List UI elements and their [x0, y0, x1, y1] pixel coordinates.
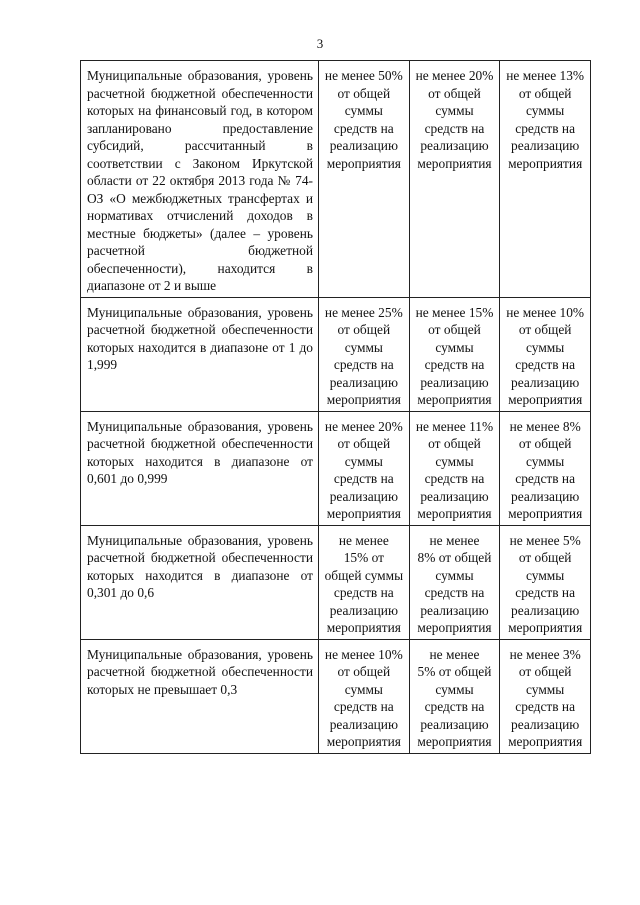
row-description-cell — [81, 639, 319, 753]
share-value: не менее 11% от общей суммы средств на реализацию мероприятия — [415, 418, 494, 521]
share-value: не менее 3% от общей суммы средств на реализацию мероприятия — [508, 646, 583, 749]
share-cell — [409, 525, 500, 639]
share-cell — [319, 61, 410, 298]
row-description-cell — [81, 525, 319, 639]
share-value: не менее 25% от общей суммы средств на реализацию мероприятия — [324, 304, 403, 407]
row-description-cell — [81, 411, 319, 525]
share-cell — [409, 639, 500, 753]
subsidy-table — [80, 60, 591, 754]
table-row — [81, 411, 591, 525]
share-cell — [319, 411, 410, 525]
share-cell — [500, 639, 591, 753]
table-row — [81, 297, 591, 411]
share-cell — [409, 411, 500, 525]
share-cell — [319, 525, 410, 639]
share-value: не менее 5% от общей суммы средств на реализацию мероприятия — [508, 532, 583, 635]
row-description-cell — [81, 297, 319, 411]
row-description: Муниципальные образования, уровень расчетной бюджетной обеспеченности которых не превышает 0,3 — [87, 646, 313, 697]
share-value: не менее 5% от общей суммы средств на реализацию мероприятия — [417, 646, 492, 749]
page-number: 3 — [316, 36, 324, 51]
table-row — [81, 639, 591, 753]
share-cell — [500, 525, 591, 639]
row-description: Муниципальные образования, уровень расчетной бюджетной обеспеченности которых находится в диапазоне от 1 до 1,999 — [87, 304, 313, 372]
row-description-cell — [81, 61, 319, 298]
share-value: не менее 15% от общей суммы средств на реализацию мероприятия — [415, 304, 494, 407]
share-cell — [500, 61, 591, 298]
row-description: Муниципальные образования, уровень расчетной бюджетной обеспеченности которых на финансовый год, в котором запланировано предоставление субсидий, рассчитанный в соответствии с Законом Иркутской области от 22 октября 2013 года № 74-ОЗ «О межбюджетных трансфертах и нормативах отчислений доходов в местные бюджеты» (далее – уровень расчетной бюджетной обеспеченности), находится в диапазоне от 2 и выше — [87, 68, 313, 293]
share-value: не менее 10% от общей суммы средств на реализацию мероприятия — [506, 304, 585, 407]
share-value: не менее 20% от общей суммы средств на реализацию мероприятия — [324, 418, 403, 521]
share-value: не менее 13% от общей суммы средств на реализацию мероприятия — [506, 68, 585, 171]
share-value: не менее 10% от общей суммы средств на реализацию мероприятия — [324, 646, 403, 749]
share-value: не менее 20% от общей суммы средств на реализацию мероприятия — [415, 68, 494, 171]
share-value: не менее 50% от общей суммы средств на реализацию мероприятия — [324, 68, 403, 171]
row-description: Муниципальные образования, уровень расчетной бюджетной обеспеченности которых находится в диапазоне от 0,601 до 0,999 — [87, 418, 313, 486]
share-cell — [500, 411, 591, 525]
share-cell — [409, 297, 500, 411]
share-value: не менее 8% от общей суммы средств на реализацию мероприятия — [417, 532, 492, 635]
table-row — [81, 61, 591, 298]
share-cell — [500, 297, 591, 411]
table-row — [81, 525, 591, 639]
share-cell — [319, 639, 410, 753]
share-value: не менее 15% от общей суммы средств на реализацию мероприятия — [324, 532, 404, 635]
share-value: не менее 8% от общей суммы средств на реализацию мероприятия — [508, 418, 583, 521]
row-description: Муниципальные образования, уровень расчетной бюджетной обеспеченности которых находится в диапазоне от 0,301 до 0,6 — [87, 532, 313, 600]
share-cell — [319, 297, 410, 411]
share-cell — [409, 61, 500, 298]
